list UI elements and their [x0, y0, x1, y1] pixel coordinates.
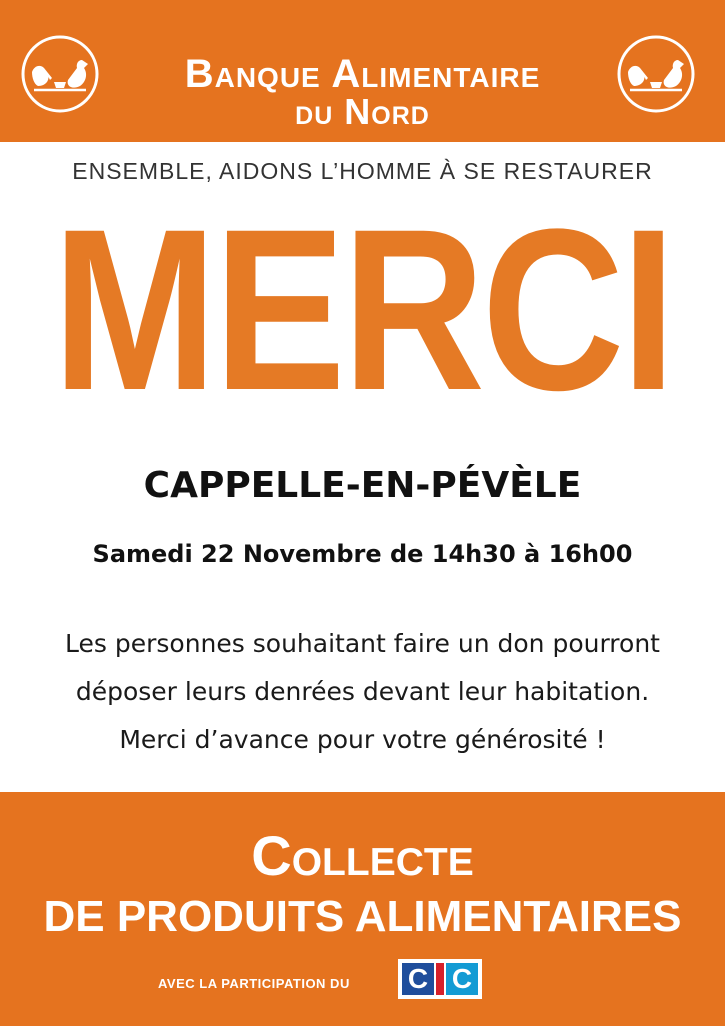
- cic-logo-i: [436, 963, 444, 995]
- participation-text: AVEC LA PARTICIPATION DU: [158, 976, 350, 991]
- organization-name: [100, 54, 625, 130]
- headline: MERCI: [52, 181, 673, 438]
- cic-logo: [398, 959, 482, 999]
- message-line: Merci d’avance pour votre générosité !: [119, 725, 606, 754]
- organization-name-line1: Banque Alimentaire: [184, 52, 541, 96]
- cic-logo-c-right: C: [446, 963, 478, 995]
- event-city: CAPPELLE-EN-PÉVÈLE: [143, 465, 582, 506]
- message-line: déposer leurs denrées devant leur habitation.: [75, 677, 650, 706]
- birds-eating-icon: [20, 34, 100, 114]
- produits-title: DE PRODUITS ALIMENTAIRES: [43, 892, 682, 941]
- donation-message: [0, 620, 725, 764]
- collecte-title: Collecte: [251, 824, 474, 887]
- cic-logo-c-left: C: [402, 963, 434, 995]
- message-line: Les personnes souhaitant faire un don pourront: [65, 629, 660, 658]
- event-date: Samedi 22 Novembre de 14h30 à 16h00: [92, 540, 633, 568]
- tagline: ENSEMBLE, AIDONS L’HOMME À SE RESTAURER: [72, 158, 653, 184]
- organization-name-line2: du Nord: [295, 91, 430, 132]
- birds-eating-icon: [616, 34, 696, 114]
